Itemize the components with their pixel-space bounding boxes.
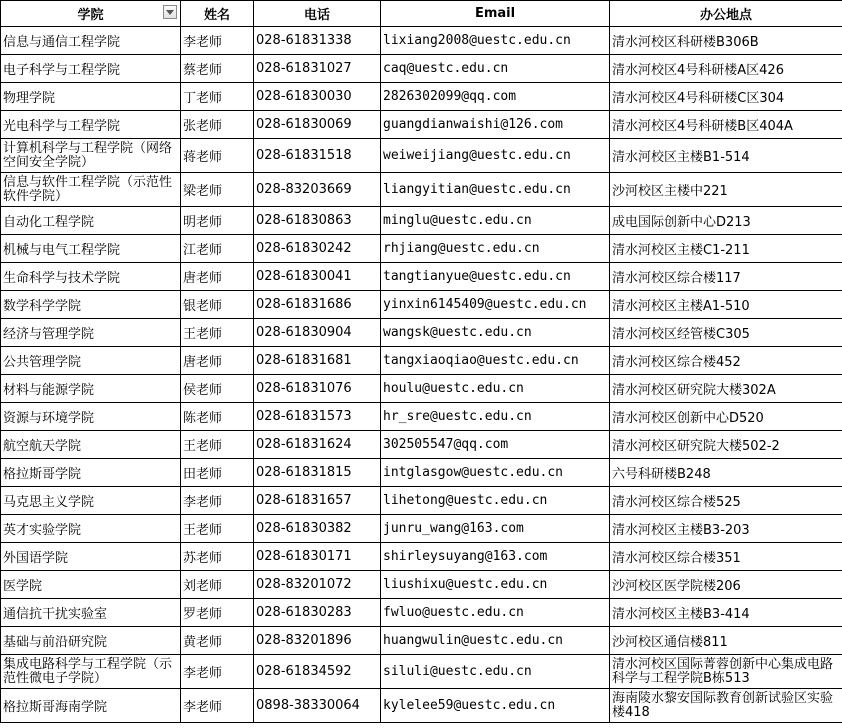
name-cell-text: 李老师	[183, 700, 223, 715]
college-cell[interactable]	[1, 291, 181, 319]
college-cell-text: 电子科学与工程学院	[3, 63, 121, 78]
college-cell-text: 格拉斯哥学院	[3, 467, 82, 482]
email-cell[interactable]	[381, 173, 610, 207]
phone-cell-text: 028-61834592	[256, 664, 352, 679]
college-cell-text: 英才实验学院	[3, 523, 82, 538]
office-cell-text: 清水河校区主楼A1-510	[612, 299, 750, 314]
office-cell[interactable]	[610, 139, 842, 173]
phone-cell-text: 028-83201896	[256, 633, 352, 648]
name-cell-text: 唐老师	[183, 355, 223, 370]
office-cell[interactable]	[610, 347, 842, 375]
phone-cell[interactable]	[254, 515, 381, 543]
email-cell-text: lixiang2008@uestc.edu.cn	[383, 33, 571, 48]
email-cell-text: tangxiaoqiao@uestc.edu.cn	[383, 353, 579, 368]
phone-cell[interactable]	[254, 319, 381, 347]
table-row	[1, 515, 842, 543]
office-cell[interactable]	[610, 515, 842, 543]
phone-cell-text: 028-61831027	[256, 61, 352, 76]
college-cell-text: 自动化工程学院	[3, 215, 95, 230]
email-cell[interactable]	[381, 515, 610, 543]
college-cell[interactable]	[1, 431, 181, 459]
office-cell-text: 清水河校区主楼B3-203	[612, 523, 750, 538]
email-cell[interactable]	[381, 655, 610, 689]
office-cell-text: 清水河校区创新中心D520	[612, 411, 764, 426]
phone-cell[interactable]	[254, 139, 381, 173]
name-cell[interactable]	[181, 55, 254, 83]
name-cell-text: 苏老师	[183, 551, 223, 566]
email-cell[interactable]	[381, 599, 610, 627]
table-row	[1, 459, 842, 487]
phone-cell[interactable]	[254, 263, 381, 291]
name-cell-text: 陈老师	[183, 411, 223, 426]
name-cell[interactable]	[181, 627, 254, 655]
table-row	[1, 83, 842, 111]
college-cell-text: 资源与环境学院	[3, 411, 95, 426]
office-cell[interactable]	[610, 655, 842, 689]
office-cell-text: 清水河校区国际菁蓉创新中心集成电路科学与工程学院B栋513	[612, 656, 834, 686]
phone-cell-text: 028-61830069	[256, 117, 352, 132]
name-cell[interactable]	[181, 689, 254, 723]
college-cell-text: 机械与电气工程学院	[3, 243, 121, 258]
office-cell-text: 六号科研楼B248	[612, 467, 711, 482]
email-cell-text: huangwulin@uestc.edu.cn	[383, 633, 564, 648]
office-cell[interactable]	[610, 173, 842, 207]
college-cell[interactable]	[1, 83, 181, 111]
office-cell[interactable]	[610, 235, 842, 263]
college-cell[interactable]	[1, 27, 181, 55]
office-cell-text: 清水河校区综合楼525	[612, 495, 741, 510]
email-cell[interactable]	[381, 139, 610, 173]
college-cell[interactable]	[1, 655, 181, 689]
college-cell-text: 公共管理学院	[3, 355, 82, 370]
office-cell-text: 清水河校区综合楼351	[612, 551, 741, 566]
office-cell-text: 清水河校区主楼B1-514	[612, 150, 750, 165]
header-email: Email	[381, 1, 610, 27]
phone-cell[interactable]	[254, 291, 381, 319]
office-cell-text: 清水河校区科研楼B306B	[612, 35, 759, 50]
table-row	[1, 263, 842, 291]
email-cell-text: guangdianwaishi@126.com	[383, 117, 564, 132]
table-row	[1, 571, 842, 599]
phone-cell[interactable]	[254, 599, 381, 627]
email-cell-text: liangyitian@uestc.edu.cn	[383, 182, 571, 197]
phone-cell-text: 028-61830171	[256, 549, 352, 564]
college-cell[interactable]	[1, 347, 181, 375]
table-row	[1, 431, 842, 459]
college-cell-text: 航空航天学院	[3, 439, 82, 454]
table-row	[1, 139, 842, 173]
name-cell-text: 李老师	[183, 666, 223, 681]
email-cell[interactable]	[381, 55, 610, 83]
name-cell-text: 梁老师	[183, 184, 223, 199]
phone-cell-text: 028-61830904	[256, 325, 352, 340]
phone-cell-text: 028-61830041	[256, 269, 352, 284]
name-cell[interactable]	[181, 27, 254, 55]
office-cell[interactable]	[610, 571, 842, 599]
college-cell[interactable]	[1, 319, 181, 347]
office-cell[interactable]	[610, 543, 842, 571]
email-cell-text: weiweijiang@uestc.edu.cn	[383, 148, 571, 163]
email-cell-text: houlu@uestc.edu.cn	[383, 381, 524, 396]
email-cell-text: 2826302099@qq.com	[383, 89, 517, 104]
college-cell[interactable]	[1, 689, 181, 723]
header-college	[1, 1, 181, 27]
header-college-label: 学院	[77, 8, 104, 23]
table-row	[1, 375, 842, 403]
table-row	[1, 235, 842, 263]
email-cell[interactable]	[381, 543, 610, 571]
name-cell-text: 银老师	[183, 299, 223, 314]
office-cell[interactable]	[610, 431, 842, 459]
office-cell-text: 海南陵水黎安国际教育创新试验区实验楼418	[612, 690, 834, 720]
phone-cell-text: 028-61831815	[256, 465, 352, 480]
header-row	[1, 1, 842, 27]
college-cell[interactable]	[1, 55, 181, 83]
phone-cell-text: 028-61831686	[256, 297, 352, 312]
name-cell-text: 田老师	[183, 467, 223, 482]
office-cell[interactable]	[610, 263, 842, 291]
office-cell[interactable]	[610, 689, 842, 723]
office-cell[interactable]	[610, 459, 842, 487]
email-cell-text: wangsk@uestc.edu.cn	[383, 325, 532, 340]
college-cell-text: 外国语学院	[3, 551, 69, 566]
name-cell-text: 丁老师	[183, 91, 223, 106]
name-cell-text: 王老师	[183, 327, 223, 342]
office-cell-text: 成电国际创新中心D213	[612, 215, 751, 230]
name-cell-text: 王老师	[183, 523, 223, 538]
phone-cell[interactable]	[254, 403, 381, 431]
college-cell[interactable]	[1, 627, 181, 655]
office-cell[interactable]	[610, 375, 842, 403]
table-row	[1, 543, 842, 571]
college-cell[interactable]	[1, 139, 181, 173]
email-cell-text: lihetong@uestc.edu.cn	[383, 493, 548, 508]
college-cell-text: 通信抗干扰实验室	[3, 607, 108, 622]
name-cell[interactable]	[181, 655, 254, 689]
college-cell-text: 马克思主义学院	[3, 495, 95, 510]
name-cell-text: 唐老师	[183, 271, 223, 286]
phone-cell-text: 028-61831624	[256, 437, 352, 452]
name-cell-text: 李老师	[183, 495, 223, 510]
phone-cell[interactable]	[254, 375, 381, 403]
office-cell[interactable]	[610, 27, 842, 55]
table-row	[1, 27, 842, 55]
college-cell-text: 信息与通信工程学院	[3, 35, 121, 50]
email-cell[interactable]	[381, 111, 610, 139]
email-cell[interactable]	[381, 487, 610, 515]
table-row	[1, 291, 842, 319]
office-cell-text: 清水河校区主楼C1-211	[612, 243, 750, 258]
email-cell[interactable]	[381, 235, 610, 263]
name-cell[interactable]	[181, 291, 254, 319]
office-cell[interactable]	[610, 627, 842, 655]
office-cell-text: 清水河校区综合楼452	[612, 355, 741, 370]
email-cell[interactable]	[381, 27, 610, 55]
college-cell[interactable]	[1, 403, 181, 431]
phone-cell-text: 028-83201072	[256, 577, 352, 592]
phone-cell[interactable]	[254, 207, 381, 235]
office-cell[interactable]	[610, 403, 842, 431]
college-cell-text: 信息与软件工程学院（示范性软件学院）	[3, 174, 173, 204]
email-cell[interactable]	[381, 689, 610, 723]
office-cell[interactable]	[610, 319, 842, 347]
name-cell-text: 王老师	[183, 439, 223, 454]
office-cell-text: 清水河校区4号科研楼C区304	[612, 91, 785, 106]
email-cell-text: tangtianyue@uestc.edu.cn	[383, 269, 571, 284]
email-cell[interactable]	[381, 347, 610, 375]
office-cell-text: 清水河校区4号科研楼B区404A	[612, 119, 793, 134]
table-row	[1, 111, 842, 139]
phone-cell-text: 028-61830283	[256, 605, 352, 620]
phone-cell-text: 028-61831657	[256, 493, 352, 508]
email-cell[interactable]	[381, 263, 610, 291]
phone-cell[interactable]	[254, 689, 381, 723]
table-row	[1, 319, 842, 347]
office-cell-text: 清水河校区4号科研楼A区426	[612, 63, 784, 78]
name-cell-text: 蒋老师	[183, 150, 223, 165]
table-row	[1, 487, 842, 515]
email-cell-text: intglasgow@uestc.edu.cn	[383, 465, 564, 480]
name-cell[interactable]	[181, 111, 254, 139]
phone-cell-text: 028-83203669	[256, 182, 352, 197]
email-cell-text: fwluo@uestc.edu.cn	[383, 605, 524, 620]
table-row	[1, 689, 842, 723]
college-cell[interactable]	[1, 487, 181, 515]
table-row	[1, 627, 842, 655]
name-cell[interactable]	[181, 173, 254, 207]
college-cell-text: 计算机科学与工程学院（网络空间安全学院）	[3, 140, 173, 170]
name-cell-text: 李老师	[183, 35, 223, 50]
email-cell-text: rhjiang@uestc.edu.cn	[383, 241, 540, 256]
email-cell[interactable]	[381, 83, 610, 111]
email-cell[interactable]	[381, 291, 610, 319]
table-row	[1, 599, 842, 627]
email-cell-text: 302505547@qq.com	[383, 437, 509, 452]
office-cell[interactable]	[610, 207, 842, 235]
phone-cell-text: 028-61830863	[256, 213, 352, 228]
email-cell[interactable]	[381, 375, 610, 403]
college-cell-text: 数学科学学院	[3, 299, 82, 314]
college-cell[interactable]	[1, 207, 181, 235]
office-cell[interactable]	[610, 83, 842, 111]
name-cell[interactable]	[181, 543, 254, 571]
phone-cell-text: 028-61831076	[256, 381, 352, 396]
college-cell[interactable]	[1, 375, 181, 403]
office-cell[interactable]	[610, 111, 842, 139]
table-row	[1, 207, 842, 235]
college-cell-text: 基础与前沿研究院	[3, 635, 108, 650]
office-cell[interactable]	[610, 487, 842, 515]
phone-cell[interactable]	[254, 627, 381, 655]
name-cell-text: 刘老师	[183, 579, 223, 594]
phone-cell[interactable]	[254, 235, 381, 263]
phone-cell[interactable]	[254, 543, 381, 571]
name-cell-text: 张老师	[183, 119, 223, 134]
phone-cell[interactable]	[254, 27, 381, 55]
college-cell-text: 物理学院	[3, 91, 56, 106]
dropdown-arrow-icon	[166, 10, 174, 15]
office-cell[interactable]	[610, 599, 842, 627]
table-row	[1, 55, 842, 83]
college-cell-text: 经济与管理学院	[3, 327, 95, 342]
phone-cell-text: 028-61831518	[256, 148, 352, 163]
name-cell-text: 江老师	[183, 243, 223, 258]
name-cell-text: 侯老师	[183, 383, 223, 398]
email-cell-text: caq@uestc.edu.cn	[383, 61, 509, 76]
table-row	[1, 347, 842, 375]
office-cell-text: 清水河校区综合楼117	[612, 271, 741, 286]
phone-cell-text: 028-61831338	[256, 33, 352, 48]
college-cell[interactable]	[1, 515, 181, 543]
name-cell-text: 罗老师	[183, 607, 223, 622]
office-cell-text: 清水河校区主楼B3-414	[612, 607, 750, 622]
name-cell[interactable]	[181, 263, 254, 291]
college-cell[interactable]	[1, 543, 181, 571]
email-cell[interactable]	[381, 403, 610, 431]
name-cell[interactable]	[181, 487, 254, 515]
college-cell[interactable]	[1, 111, 181, 139]
phone-cell[interactable]	[254, 347, 381, 375]
email-cell-text: minglu@uestc.edu.cn	[383, 213, 532, 228]
phone-cell[interactable]	[254, 83, 381, 111]
phone-cell-text: 028-61831681	[256, 353, 352, 368]
email-cell[interactable]	[381, 319, 610, 347]
header-phone: 电话	[254, 1, 381, 27]
phone-cell[interactable]	[254, 571, 381, 599]
name-cell[interactable]	[181, 83, 254, 111]
phone-cell[interactable]	[254, 55, 381, 83]
phone-cell[interactable]	[254, 173, 381, 207]
email-cell[interactable]	[381, 571, 610, 599]
name-cell[interactable]	[181, 235, 254, 263]
office-cell[interactable]	[610, 55, 842, 83]
college-cell[interactable]	[1, 571, 181, 599]
college-cell[interactable]	[1, 235, 181, 263]
table-row	[1, 173, 842, 207]
college-cell-text: 生命科学与技术学院	[3, 271, 121, 286]
name-cell[interactable]	[181, 139, 254, 173]
college-cell-text: 集成电路科学与工程学院（示范性微电子学院）	[3, 656, 173, 686]
name-cell[interactable]	[181, 375, 254, 403]
name-cell[interactable]	[181, 459, 254, 487]
phone-cell[interactable]	[254, 111, 381, 139]
email-cell[interactable]	[381, 431, 610, 459]
office-cell-text: 清水河校区研究院大楼502-2	[612, 439, 780, 454]
phone-cell[interactable]	[254, 459, 381, 487]
email-cell-text: junru_wang@163.com	[383, 521, 524, 536]
office-cell-text: 沙河校区主楼中221	[612, 184, 728, 199]
name-cell-text: 明老师	[183, 215, 223, 230]
phone-cell[interactable]	[254, 655, 381, 689]
name-cell[interactable]	[181, 599, 254, 627]
filter-dropdown-button[interactable]	[163, 5, 177, 19]
college-cell-text: 材料与能源学院	[3, 383, 95, 398]
email-cell[interactable]	[381, 627, 610, 655]
phone-cell[interactable]	[254, 431, 381, 459]
email-cell-text: yinxin6145409@uestc.edu.cn	[383, 297, 587, 312]
phone-cell-text: 0898-38330064	[256, 698, 360, 713]
table-row	[1, 655, 842, 689]
phone-cell-text: 028-61830242	[256, 241, 352, 256]
name-cell[interactable]	[181, 571, 254, 599]
phone-cell-text: 028-61831573	[256, 409, 352, 424]
name-cell[interactable]	[181, 347, 254, 375]
email-cell-text: liushixu@uestc.edu.cn	[383, 577, 548, 592]
office-cell-text: 沙河校区通信楼811	[612, 635, 728, 650]
email-cell-text: shirleysuyang@163.com	[383, 549, 548, 564]
name-cell[interactable]	[181, 319, 254, 347]
office-cell-text: 清水河校区经管楼C305	[612, 327, 750, 342]
table-row	[1, 403, 842, 431]
college-cell[interactable]	[1, 599, 181, 627]
college-cell[interactable]	[1, 459, 181, 487]
office-cell[interactable]	[610, 291, 842, 319]
name-cell-text: 黄老师	[183, 635, 223, 650]
office-cell-text: 清水河校区研究院大楼302A	[612, 383, 776, 398]
college-cell[interactable]	[1, 173, 181, 207]
college-cell-text: 格拉斯哥海南学院	[3, 700, 108, 715]
office-cell-text: 沙河校区医学院楼206	[612, 579, 741, 594]
email-cell-text: hr_sre@uestc.edu.cn	[383, 409, 532, 424]
header-office: 办公地点	[610, 1, 842, 27]
name-cell[interactable]	[181, 207, 254, 235]
phone-cell[interactable]	[254, 487, 381, 515]
phone-cell-text: 028-61830030	[256, 89, 352, 104]
email-cell-text: siluli@uestc.edu.cn	[383, 664, 532, 679]
college-cell-text: 光电科学与工程学院	[3, 119, 121, 134]
name-cell[interactable]	[181, 431, 254, 459]
name-cell[interactable]	[181, 515, 254, 543]
name-cell[interactable]	[181, 403, 254, 431]
header-name: 姓名	[181, 1, 254, 27]
name-cell-text: 蔡老师	[183, 63, 223, 78]
email-cell[interactable]	[381, 459, 610, 487]
college-cell-text: 医学院	[3, 579, 43, 594]
email-cell-text: kylelee59@uestc.edu.cn	[383, 698, 556, 713]
college-cell[interactable]	[1, 263, 181, 291]
email-cell[interactable]	[381, 207, 610, 235]
phone-cell-text: 028-61830382	[256, 521, 352, 536]
